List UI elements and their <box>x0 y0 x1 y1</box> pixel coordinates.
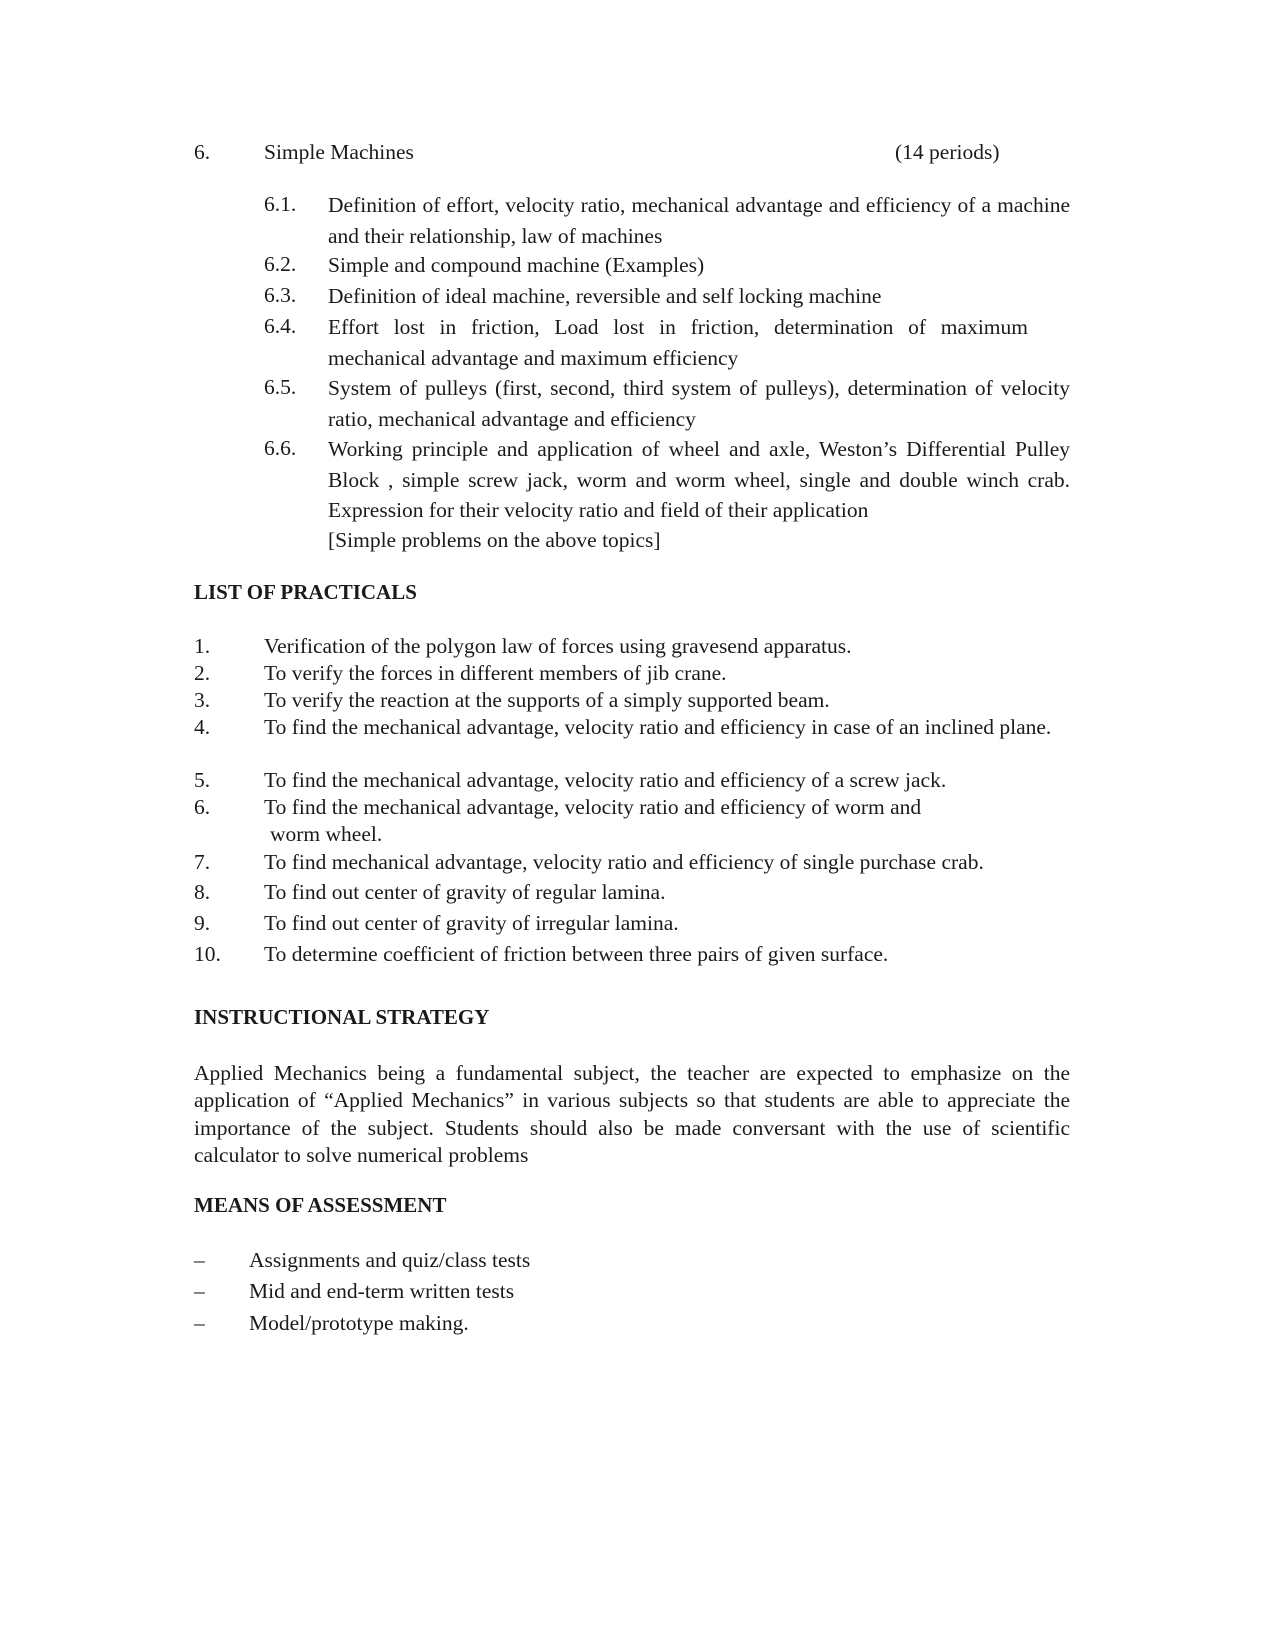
bullet-dash: – <box>194 1279 205 1303</box>
practical-number: 10. <box>194 942 221 966</box>
practical-text: To find the mechanical advantage, velocity ratio and efficiency in case of an inclined plane. <box>264 715 1052 739</box>
subtopic-number: 6.5. <box>264 375 297 399</box>
bullet-dash: – <box>194 1248 205 1272</box>
strategy-paragraph: Applied Mechanics being a fundamental subject, the teacher are expected to emphasize on the application of “Applied Mechanics” in various subjects so that students are able to appreciate the importance of the subject. Students should also be made conversant with the use of scientific calculator to solve numerical problems <box>194 1061 1070 1167</box>
practical-text-continued: worm wheel. <box>270 822 383 846</box>
practical-number: 5. <box>194 768 211 792</box>
assessment-heading: MEANS OF ASSESSMENT <box>194 1193 447 1217</box>
practical-number: 9. <box>194 911 211 935</box>
practical-text: To verify the reaction at the supports of a simply supported beam. <box>264 688 830 712</box>
unit-title: Simple Machines <box>264 140 414 164</box>
practical-number: 4. <box>194 715 211 739</box>
subtopic-number: 6.1. <box>264 192 297 216</box>
subtopic-number: 6.3. <box>264 283 297 307</box>
practical-text: To find the mechanical advantage, velocity ratio and efficiency of worm and <box>264 795 922 819</box>
subtopic-text: Working principle and application of wheel and axle, Weston’s Differential Pulley Block , simple screw jack, worm and worm wheel, single and double winch crab. Expression for their velocity ratio and field of their application <box>328 437 1070 522</box>
subtopic-text: Definition of ideal machine, reversible and self locking machine <box>328 284 882 308</box>
bullet-dash: – <box>194 1311 205 1335</box>
practical-number: 6. <box>194 795 211 819</box>
subtopic-number: 6.2. <box>264 252 297 276</box>
practical-text: To find the mechanical advantage, velocity ratio and efficiency of a screw jack. <box>264 768 947 792</box>
practical-text: To verify the forces in different members of jib crane. <box>264 661 727 685</box>
assessment-text: Model/prototype making. <box>249 1311 469 1335</box>
subtopic-text: System of pulleys (first, second, third system of pulleys), determination of velocity ratio, mechanical advantage and efficiency <box>328 376 1070 431</box>
subtopic-note: [Simple problems on the above topics] <box>328 528 661 552</box>
practicals-heading: LIST OF PRACTICALS <box>194 580 417 604</box>
assessment-text: Mid and end-term written tests <box>249 1279 515 1303</box>
practical-text: To determine coefficient of friction between three pairs of given surface. <box>264 942 889 966</box>
subtopic-number: 6.4. <box>264 314 297 338</box>
practical-text: To find out center of gravity of regular lamina. <box>264 880 666 904</box>
practical-number: 1. <box>194 634 211 658</box>
practical-number: 8. <box>194 880 211 904</box>
practical-number: 3. <box>194 688 211 712</box>
practical-text: Verification of the polygon law of forces using gravesend apparatus. <box>264 634 852 658</box>
strategy-heading: INSTRUCTIONAL STRATEGY <box>194 1005 490 1029</box>
practical-number: 7. <box>194 850 211 874</box>
subtopic-number: 6.6. <box>264 436 297 460</box>
unit-periods: (14 periods) <box>895 140 1000 164</box>
practical-text: To find mechanical advantage, velocity ratio and efficiency of single purchase crab. <box>264 850 984 874</box>
unit-number: 6. <box>194 140 211 164</box>
subtopic-text: Definition of effort, velocity ratio, mechanical advantage and efficiency of a machine and their relationship, law of machines <box>328 193 1070 248</box>
assessment-text: Assignments and quiz/class tests <box>249 1248 531 1272</box>
practical-number: 2. <box>194 661 211 685</box>
subtopic-text: Simple and compound machine (Examples) <box>328 253 705 277</box>
subtopic-text: Effort lost in friction, Load lost in friction, determination of maximum mechanical advantage and maximum efficiency <box>328 315 1028 370</box>
practical-text: To find out center of gravity of irregular lamina. <box>264 911 679 935</box>
